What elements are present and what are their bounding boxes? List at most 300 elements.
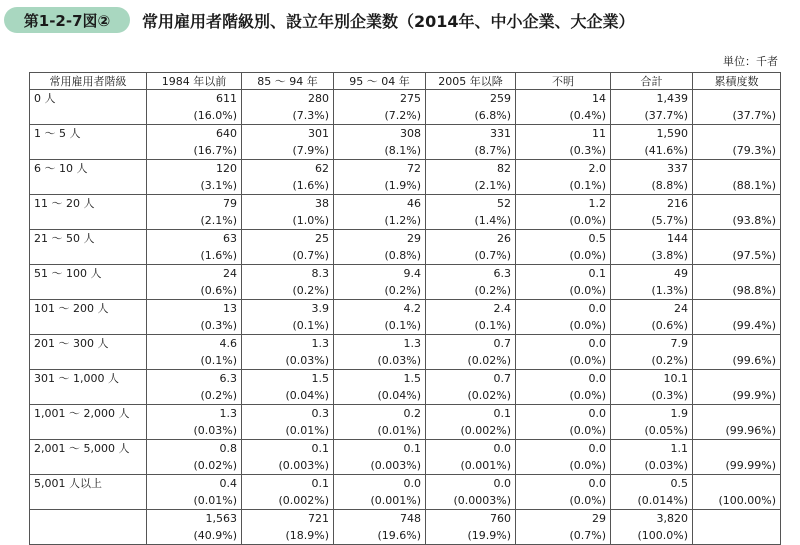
share-value: (16.0%)	[193, 109, 237, 122]
share-value: (0.0%)	[569, 494, 606, 507]
share-value: (0.8%)	[384, 249, 421, 262]
table-row	[30, 370, 781, 405]
table-row	[30, 475, 781, 510]
table-row	[30, 440, 781, 475]
count-value: 1.3	[219, 407, 237, 420]
count-value: 1.9	[670, 407, 688, 420]
value-cell	[516, 195, 611, 230]
value-cell	[426, 195, 516, 230]
share-value: (1.6%)	[200, 249, 237, 262]
count-value: 62	[315, 162, 329, 175]
cumulative-spacer	[697, 195, 776, 212]
count-value: 1.1	[670, 442, 688, 455]
count-value: 0.8	[219, 442, 237, 455]
row-label	[30, 160, 147, 195]
count-value: 259	[490, 92, 511, 105]
share-value: (0.04%)	[377, 389, 421, 402]
share-value: (0.0%)	[569, 459, 606, 472]
table-row	[30, 160, 781, 195]
count-value: 13	[223, 302, 237, 315]
share-value: (100.0%)	[637, 529, 688, 542]
figure-title: 常用雇用者階級別、設立年別企業数（2014年、中小企業、大企業）	[142, 11, 635, 31]
share-value: (0.7%)	[292, 249, 329, 262]
cumulative-cell	[693, 300, 781, 335]
row-label-text: 5,001 人以上	[34, 477, 102, 490]
share-value: (0.002%)	[460, 424, 511, 437]
count-value: 337	[667, 162, 688, 175]
value-cell	[611, 510, 693, 545]
value-cell	[516, 475, 611, 510]
share-value: (0.003%)	[278, 459, 329, 472]
count-value: 0.5	[588, 232, 606, 245]
share-value: (3.1%)	[200, 179, 237, 192]
share-value: (0.3%)	[200, 319, 237, 332]
cumulative-spacer	[697, 160, 776, 177]
count-value: 0.7	[493, 337, 511, 350]
count-value: 748	[400, 512, 421, 525]
row-label-text: 1 ～ 5 人	[34, 127, 81, 140]
count-value: 1.5	[403, 372, 421, 385]
value-cell	[242, 160, 334, 195]
share-value: (0.0%)	[569, 389, 606, 402]
cumulative-spacer	[697, 90, 776, 107]
count-value: 72	[407, 162, 421, 175]
row-label	[30, 300, 147, 335]
cumulative-value: (99.6%)	[732, 354, 776, 367]
table-row	[30, 300, 781, 335]
count-value: 4.6	[219, 337, 237, 350]
share-value: (0.6%)	[651, 319, 688, 332]
column-header: 累積度数	[693, 73, 781, 90]
cumulative-value: (88.1%)	[732, 179, 776, 192]
unit-label: 単位：千者	[723, 55, 778, 68]
value-cell	[147, 230, 242, 265]
enterprise-count-table	[29, 72, 781, 545]
count-value: 331	[490, 127, 511, 140]
value-cell	[426, 440, 516, 475]
row-label	[30, 90, 147, 125]
cumulative-cell	[693, 90, 781, 125]
count-value: 120	[216, 162, 237, 175]
value-cell	[611, 300, 693, 335]
value-cell	[334, 405, 426, 440]
count-value: 308	[400, 127, 421, 140]
row-label	[30, 195, 147, 230]
cumulative-cell	[693, 475, 781, 510]
value-cell	[242, 370, 334, 405]
share-value: (2.1%)	[200, 214, 237, 227]
cumulative-spacer	[697, 405, 776, 422]
count-value: 611	[216, 92, 237, 105]
value-cell	[516, 265, 611, 300]
value-cell	[242, 265, 334, 300]
share-value: (0.1%)	[292, 319, 329, 332]
count-value: 3.9	[311, 302, 329, 315]
share-value: (8.7%)	[474, 144, 511, 157]
value-cell	[147, 90, 242, 125]
value-cell	[334, 195, 426, 230]
cumulative-value: (98.8%)	[732, 284, 776, 297]
count-value: 46	[407, 197, 421, 210]
cumulative-value: (93.8%)	[732, 214, 776, 227]
share-value: (19.9%)	[467, 529, 511, 542]
table-body	[30, 90, 781, 545]
row-label	[30, 440, 147, 475]
value-cell	[426, 230, 516, 265]
count-value: 275	[400, 92, 421, 105]
count-value: 3,820	[656, 512, 688, 525]
value-cell	[426, 405, 516, 440]
cumulative-value: (99.99%)	[725, 459, 776, 472]
value-cell	[147, 125, 242, 160]
share-value: (40.9%)	[193, 529, 237, 542]
column-header: 不明	[516, 73, 611, 90]
count-value: 2.4	[493, 302, 511, 315]
cumulative-cell	[693, 370, 781, 405]
value-cell	[242, 475, 334, 510]
count-value: 0.4	[219, 477, 237, 490]
cumulative-spacer	[697, 230, 776, 247]
cumulative-value: (97.5%)	[732, 249, 776, 262]
count-value: 29	[592, 512, 606, 525]
column-header: 合計	[611, 73, 693, 90]
share-value: (0.02%)	[467, 354, 511, 367]
share-value: (0.1%)	[474, 319, 511, 332]
count-value: 0.0	[588, 442, 606, 455]
row-label-text: 51 ～ 100 人	[34, 267, 102, 280]
share-value: (19.6%)	[377, 529, 421, 542]
count-value: 25	[315, 232, 329, 245]
value-cell	[147, 335, 242, 370]
count-value: 1,590	[656, 127, 688, 140]
share-value: (0.1%)	[569, 179, 606, 192]
count-value: 760	[490, 512, 511, 525]
share-value: (3.8%)	[651, 249, 688, 262]
value-cell	[611, 440, 693, 475]
row-label-text	[34, 510, 142, 527]
cumulative-cell	[693, 160, 781, 195]
count-value: 63	[223, 232, 237, 245]
share-value: (0.05%)	[644, 424, 688, 437]
count-value: 0.0	[493, 477, 511, 490]
count-value: 0.3	[311, 407, 329, 420]
value-cell	[611, 125, 693, 160]
value-cell	[147, 160, 242, 195]
share-value: (0.001%)	[370, 494, 421, 507]
value-cell	[334, 510, 426, 545]
value-cell	[334, 440, 426, 475]
share-value: (0.03%)	[193, 424, 237, 437]
figure-header	[4, 6, 635, 34]
value-cell	[334, 125, 426, 160]
share-value: (0.0%)	[569, 214, 606, 227]
value-cell	[334, 335, 426, 370]
value-cell	[334, 230, 426, 265]
share-value: (0.4%)	[569, 109, 606, 122]
count-value: 0.0	[588, 407, 606, 420]
value-cell	[242, 405, 334, 440]
count-value: 1.3	[403, 337, 421, 350]
value-cell	[426, 335, 516, 370]
value-cell	[426, 90, 516, 125]
count-value: 0.0	[588, 477, 606, 490]
share-value: (1.4%)	[474, 214, 511, 227]
cumulative-spacer	[697, 335, 776, 352]
count-value: 24	[223, 267, 237, 280]
count-value: 6.3	[219, 372, 237, 385]
cumulative-spacer	[697, 265, 776, 282]
count-value: 0.1	[493, 407, 511, 420]
cumulative-cell	[693, 440, 781, 475]
share-value: (7.3%)	[292, 109, 329, 122]
count-value: 79	[223, 197, 237, 210]
count-value: 49	[674, 267, 688, 280]
share-value: (0.0%)	[569, 284, 606, 297]
value-cell	[611, 335, 693, 370]
cumulative-cell	[693, 510, 781, 545]
row-label	[30, 125, 147, 160]
row-label	[30, 370, 147, 405]
share-value: (5.7%)	[651, 214, 688, 227]
count-value: 0.7	[493, 372, 511, 385]
value-cell	[516, 160, 611, 195]
count-value: 9.4	[403, 267, 421, 280]
count-value: 0.0	[588, 302, 606, 315]
count-value: 1.3	[311, 337, 329, 350]
count-value: 0.0	[588, 372, 606, 385]
share-value: (7.2%)	[384, 109, 421, 122]
value-cell	[426, 510, 516, 545]
cumulative-value: (99.96%)	[725, 424, 776, 437]
cumulative-spacer	[697, 475, 776, 492]
cumulative-cell	[693, 195, 781, 230]
share-value: (0.2%)	[651, 354, 688, 367]
value-cell	[242, 125, 334, 160]
value-cell	[611, 90, 693, 125]
value-cell	[147, 300, 242, 335]
table-row	[30, 335, 781, 370]
share-value: (0.02%)	[193, 459, 237, 472]
share-value: (1.3%)	[651, 284, 688, 297]
value-cell	[611, 265, 693, 300]
cumulative-cell	[693, 230, 781, 265]
count-value: 640	[216, 127, 237, 140]
table-row	[30, 265, 781, 300]
row-label	[30, 265, 147, 300]
cumulative-spacer	[697, 125, 776, 142]
count-value: 8.3	[311, 267, 329, 280]
share-value: (0.003%)	[370, 459, 421, 472]
cumulative-cell	[693, 265, 781, 300]
count-value: 721	[308, 512, 329, 525]
share-value: (0.0003%)	[453, 494, 511, 507]
count-value: 52	[497, 197, 511, 210]
share-value: (0.01%)	[193, 494, 237, 507]
count-value: 0.5	[670, 477, 688, 490]
share-value: (7.9%)	[292, 144, 329, 157]
column-header: 常用雇用者階級	[30, 73, 147, 90]
value-cell	[516, 230, 611, 265]
value-cell	[516, 335, 611, 370]
share-value: (0.3%)	[651, 389, 688, 402]
table-row	[30, 405, 781, 440]
cumulative-value: (99.9%)	[732, 389, 776, 402]
share-value: (0.0%)	[569, 319, 606, 332]
value-cell	[426, 265, 516, 300]
row-label-text: 21 ～ 50 人	[34, 232, 95, 245]
share-value: (0.001%)	[460, 459, 511, 472]
share-value: (0.03%)	[377, 354, 421, 367]
count-value: 1.5	[311, 372, 329, 385]
value-cell	[147, 370, 242, 405]
share-value: (0.2%)	[200, 389, 237, 402]
share-value: (1.2%)	[384, 214, 421, 227]
count-value: 29	[407, 232, 421, 245]
count-value: 0.1	[403, 442, 421, 455]
count-value: 0.1	[588, 267, 606, 280]
table-header-row	[30, 73, 781, 90]
row-label	[30, 230, 147, 265]
value-cell	[611, 160, 693, 195]
share-value: (2.1%)	[474, 179, 511, 192]
share-value: (0.0%)	[569, 249, 606, 262]
share-value: (6.8%)	[474, 109, 511, 122]
share-value: (0.002%)	[278, 494, 329, 507]
value-cell	[334, 370, 426, 405]
count-value: 26	[497, 232, 511, 245]
value-cell	[242, 90, 334, 125]
share-value: (0.3%)	[569, 144, 606, 157]
row-label-text: 0 人	[34, 92, 56, 105]
count-value: 24	[674, 302, 688, 315]
row-label	[30, 475, 147, 510]
count-value: 0.1	[311, 442, 329, 455]
share-value: (0.02%)	[467, 389, 511, 402]
value-cell	[242, 510, 334, 545]
column-header: 2005 年以降	[426, 73, 516, 90]
table-row	[30, 230, 781, 265]
value-cell	[426, 370, 516, 405]
value-cell	[147, 265, 242, 300]
cumulative-spacer	[697, 510, 776, 527]
value-cell	[334, 300, 426, 335]
column-header: 95 ～ 04 年	[334, 73, 426, 90]
value-cell	[334, 265, 426, 300]
row-label-text: 201 ～ 300 人	[34, 337, 109, 350]
count-value: 280	[308, 92, 329, 105]
share-value: (0.7%)	[474, 249, 511, 262]
table-row	[30, 90, 781, 125]
cumulative-value: (99.4%)	[732, 319, 776, 332]
value-cell	[147, 475, 242, 510]
value-cell	[516, 125, 611, 160]
share-value: (1.9%)	[384, 179, 421, 192]
column-header: 1984 年以前	[147, 73, 242, 90]
row-label	[30, 405, 147, 440]
share-value: (16.7%)	[193, 144, 237, 157]
row-label	[30, 335, 147, 370]
count-value: 11	[592, 127, 606, 140]
value-cell	[147, 510, 242, 545]
cumulative-cell	[693, 335, 781, 370]
count-value: 144	[667, 232, 688, 245]
value-cell	[611, 230, 693, 265]
row-label-text: 11 ～ 20 人	[34, 197, 95, 210]
value-cell	[611, 370, 693, 405]
cumulative-value	[697, 527, 776, 544]
share-value: (0.0%)	[569, 354, 606, 367]
table-row	[30, 125, 781, 160]
count-value: 1,439	[656, 92, 688, 105]
value-cell	[611, 195, 693, 230]
share-value: (0.014%)	[637, 494, 688, 507]
cumulative-cell	[693, 405, 781, 440]
cumulative-value: (100.00%)	[718, 494, 776, 507]
share-value: (41.6%)	[644, 144, 688, 157]
count-value: 82	[497, 162, 511, 175]
cumulative-value: (79.3%)	[732, 144, 776, 157]
count-value: 38	[315, 197, 329, 210]
value-cell	[147, 195, 242, 230]
count-value: 14	[592, 92, 606, 105]
count-value: 1,563	[205, 512, 237, 525]
value-cell	[242, 440, 334, 475]
value-cell	[426, 125, 516, 160]
value-cell	[516, 90, 611, 125]
count-value: 6.3	[493, 267, 511, 280]
share-value: (0.04%)	[285, 389, 329, 402]
value-cell	[516, 510, 611, 545]
count-value: 4.2	[403, 302, 421, 315]
value-cell	[426, 300, 516, 335]
column-header: 85 ～ 94 年	[242, 73, 334, 90]
row-label-text: 2,001 ～ 5,000 人	[34, 442, 130, 455]
row-label-text: 1,001 ～ 2,000 人	[34, 407, 130, 420]
share-value: (18.9%)	[285, 529, 329, 542]
share-value: (1.0%)	[292, 214, 329, 227]
count-value: 0.1	[311, 477, 329, 490]
value-cell	[516, 300, 611, 335]
value-cell	[242, 230, 334, 265]
figure-label: 第1-2-7図②	[4, 7, 130, 33]
count-value: 1.2	[588, 197, 606, 210]
share-value: (0.1%)	[384, 319, 421, 332]
share-value: (0.2%)	[292, 284, 329, 297]
value-cell	[334, 160, 426, 195]
share-value: (37.7%)	[644, 109, 688, 122]
value-cell	[611, 475, 693, 510]
row-label-text: 6 ～ 10 人	[34, 162, 88, 175]
share-value: (0.7%)	[569, 529, 606, 542]
row-label	[30, 510, 147, 545]
value-cell	[426, 160, 516, 195]
share-value: (0.0%)	[569, 424, 606, 437]
share-value: (0.03%)	[644, 459, 688, 472]
table-row	[30, 510, 781, 545]
share-value: (0.03%)	[285, 354, 329, 367]
value-cell	[516, 370, 611, 405]
value-cell	[426, 475, 516, 510]
cumulative-spacer	[697, 440, 776, 457]
cumulative-spacer	[697, 300, 776, 317]
share-value: (0.6%)	[200, 284, 237, 297]
cumulative-spacer	[697, 370, 776, 387]
share-value: (0.2%)	[384, 284, 421, 297]
count-value: 0.2	[403, 407, 421, 420]
share-value: (0.01%)	[377, 424, 421, 437]
value-cell	[242, 300, 334, 335]
value-cell	[516, 440, 611, 475]
